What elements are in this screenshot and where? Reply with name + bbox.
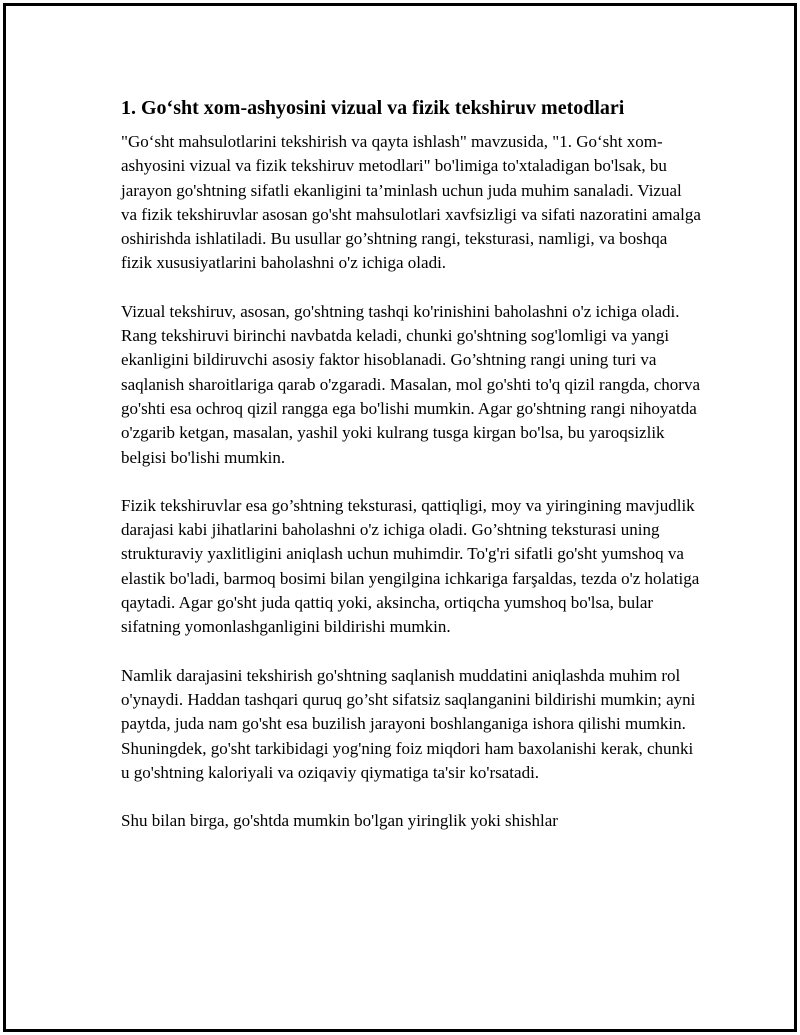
- paragraph-truncated: Shu bilan birga, go'shtda mumkin bo'lgan yiringlik yoki shishlar: [121, 811, 558, 831]
- paragraph-visual-inspection: Vizual tekshiruv, asosan, go'shtning tashqi ko'rinishini baholashni o'z ichiga oladi. Rang tekshiruvi birinchi navbatda keladi, chunki go'shtning sog'lomligi va yangi ekanligini bildiruvchi asosiy faktor hisoblanadi. Go’shtning rangi uning turi va saqlanish sharoitlariga qarab o'zgaradi. Masalan, mol go'shti to'q qizil rangda, chorva go'shti esa ochroq qizil rangga ega bo'lishi mumkin. Agar go'shtning rangi nihoyatda o'zgarib ketgan, masalan, yashil yoki kulrang tusga kirgan bo'lsa, bu yaroqsizlik belgisi bo'lishi mumkin.: [121, 301, 700, 467]
- document-body: [121, 94, 701, 857]
- section-heading: 1. Go‘sht xom-ashyosini vizual va fizik tekshiruv metodlari: [121, 97, 625, 119]
- paragraph-physical-inspection: Fizik tekshiruvlar esa go’shtning teksturasi, qattiqligi, moy va yiringining mavjudlik darajasi kabi jihatlarini baholashni o'z ichiga oladi. Go’shtning teksturasi uning strukturaviy yaxlitligini aniqlash uchun muhimdir. To'g'ri sifatli go'sht yumshoq va elastik bo'ladi, barmoq bosimi bilan yengilgina ichkariga farşaldas, tezda o'z holatiga qaytadi. Agar go'sht juda qattiq yoki, aksincha, ortiqcha yumshoq bo'lsa, bular sifatning yomonlashganligini bildirishi mumkin.: [121, 495, 700, 637]
- page-frame: [3, 3, 797, 1032]
- paragraph-moisture: Namlik darajasini tekshirish go'shtning saqlanish muddatini aniqlashda muhim rol o'ynaydi. Haddan tashqari quruq go’sht sifatsiz saqlanganini bildirishi mumkin; ayni paytda, juda nam go'sht esa buzilish jarayoni boshlanganiga ishora qilishi mumkin. Shuningdek, go'sht tarkibidagi yog'ning foiz miqdori ham baxolanishi kerak, chunki u go'shtning kaloriyali va oziqaviy qiymatiga ta'sir ko'rsatadi.: [121, 665, 696, 782]
- paragraph-intro: "Go‘sht mahsulotlarini tekshirish va qayta ishlash" mavzusida, "1. Go‘sht xom-ashyosini vizual va fizik tekshiruv metodlari" bo'limiga to'xtaladigan bo'lsak, bu jarayon go'shtning sifatli ekanligini ta’minlash uchun juda muhim sanaladi. Vizual va fizik tekshiruvlar asosan go'sht mahsulotlari xavfsizligi va sifati nazoratini amalga oshirishda ishlatiladi. Bu usullar go’shtning rangi, teksturasi, namligi, va boshqa fizik xususiyatlarini baholashni o'z ichiga oladi.: [121, 132, 701, 273]
